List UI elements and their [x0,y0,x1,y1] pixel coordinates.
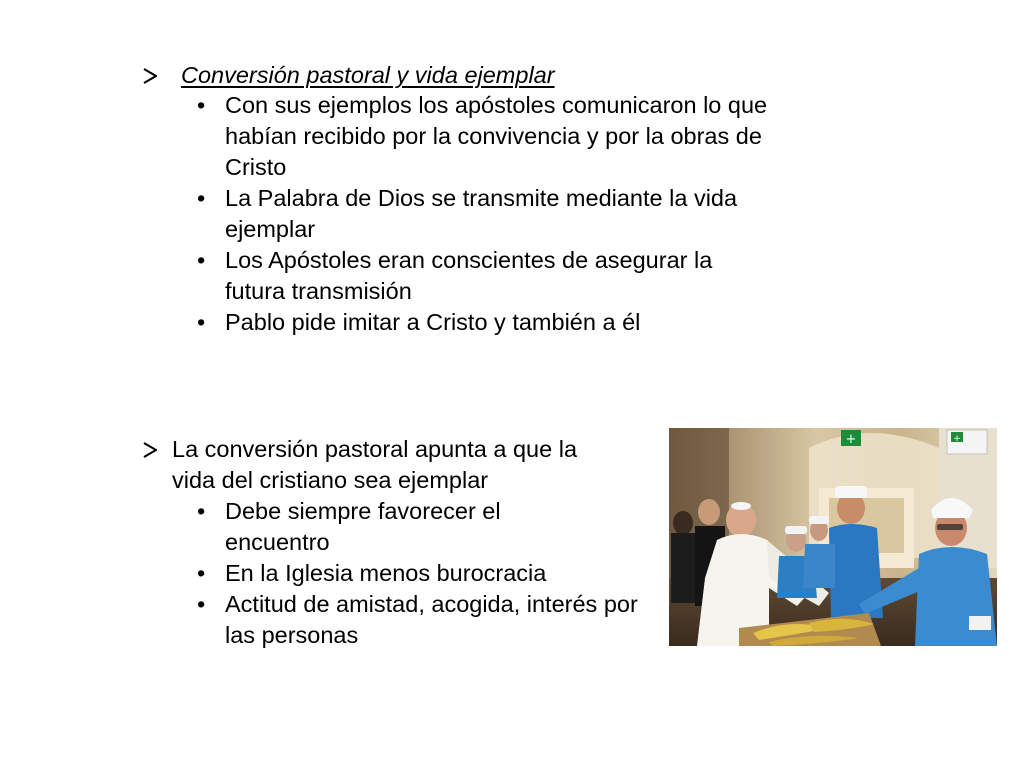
section2-heading-line2: vida del cristiano sea ejemplar [172,467,489,493]
bullet-dot-icon: • [197,247,206,273]
list-item: • Los Apóstoles eran conscientes de asegurar la futura transmisión [197,247,713,304]
list-item: • Pablo pide imitar a Cristo y también a él [225,307,775,338]
list-item: • La Palabra de Dios se transmite mediante la vida ejemplar [197,185,738,242]
section2-heading-line1: La conversión pastoral apunta a que la [172,436,578,462]
list-item: • Debe siempre favorecer el encuentro [197,498,501,555]
bullet-dot-icon: • [197,498,206,524]
exit-sign-right: + [953,434,961,444]
bullet-dot-icon: • [197,92,206,118]
photo-pope-greeting-volunteers [669,428,997,646]
bullet-dot-icon: • [197,591,206,617]
list-item: • Con sus ejemplos los apóstoles comunicaron lo que habían recibido por la convivencia y por la obras de Cristo [197,92,768,180]
bullet-dot-icon: • [197,309,206,335]
section1-heading: Conversión pastoral y vida ejemplar [181,62,555,88]
exit-sign-left: + [845,432,857,447]
arrow-bullet-icon [143,68,157,84]
bullet-dot-icon: • [197,185,206,211]
photo-illustration [669,428,997,646]
list-item: • En la Iglesia menos burocracia [225,558,645,589]
bullet-dot-icon: • [197,560,206,586]
section1-heading-row [143,60,743,92]
section2-bullet-list [197,496,645,651]
list-item: • Actitud de amistad, acogida, interés por las personas [197,591,638,648]
section1-bullet-list [197,90,775,338]
arrow-bullet-icon [143,442,157,458]
section2-heading-row [143,434,633,498]
